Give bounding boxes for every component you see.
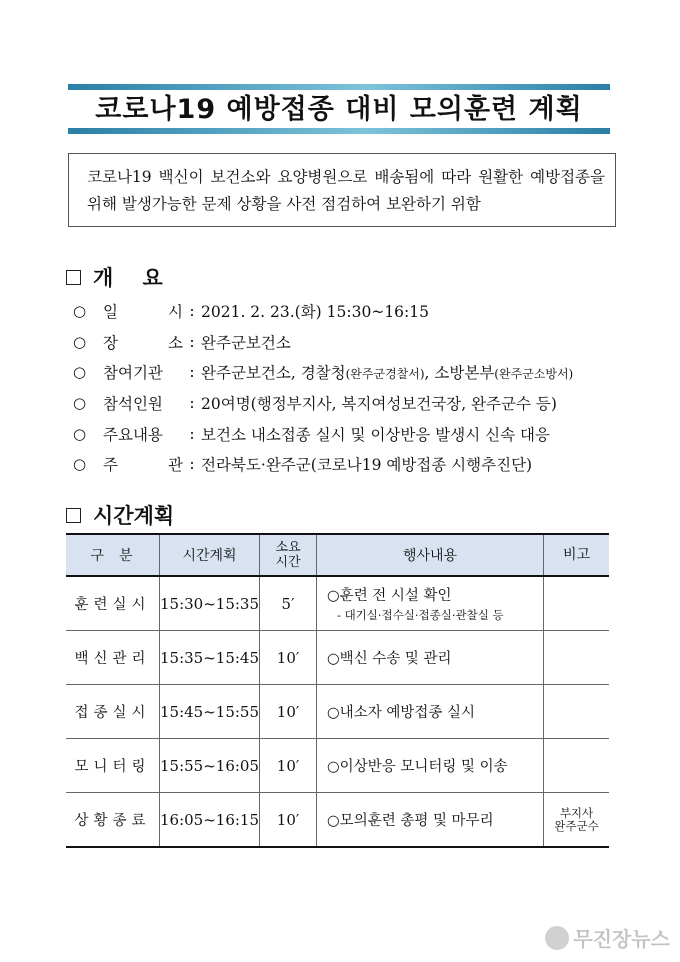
item-value: 전라북도·완주군(코로나19 예방접종 시행추진단) [201,456,533,475]
item-value: 보건소 내소접종 실시 및 이상반응 발생시 신속 대응 [201,425,550,444]
list-item: ○ 장 소 : 완주군보건소 [73,327,633,358]
cell-duration: 10′ [260,685,317,739]
table-header-row [66,534,609,576]
cell-activity: ○훈련 전 시설 확인 - 대기실·접수실·접종실·관찰실 등 [317,576,544,631]
page-title: 코로나19 예방접종 대비 모의훈련 계획 [95,94,583,125]
overview-heading [66,262,163,292]
cell-time: 15:45~15:55 [160,685,260,739]
cell-activity: ○내소자 예방접종 실시 [317,685,544,739]
watermark [545,923,670,952]
schedule-heading [66,500,174,530]
cell-activity: ○이상반응 모니터링 및 이송 [317,739,544,793]
title-bar-top [68,84,610,90]
overview-heading-text: 개 요 [93,266,163,290]
header-activity: 행사내용 [317,534,544,576]
header-duration: 소요 시간 [260,534,317,576]
schedule-table [66,533,609,848]
item-value: 20여명(행정부지사, 복지여성보건국장, 완주군수 등) [201,395,557,414]
cell-duration: 10′ [260,739,317,793]
cell-division: 훈련실시 [66,576,160,631]
checkbox-square-icon [66,270,81,285]
logo-icon [545,926,569,950]
header-division: 구 분 [66,534,160,576]
item-value: 완주군보건소, 경찰청(완주군경찰서), 소방본부(완주군소방서) [201,364,574,383]
cell-note [544,739,610,793]
item-label: 참석인원 [103,395,163,414]
list-item: ○ 주요내용 : 보건소 내소접종 실시 및 이상반응 발생시 신속 대응 [73,418,633,449]
cell-time: 15:30~15:35 [160,576,260,631]
header-time: 시간계획 [160,534,260,576]
cell-note [544,576,610,631]
item-label: 참여기관 [103,364,163,383]
list-item: ○ 참석인원 : 20여명(행정부지사, 복지여성보건국장, 완주군수 등) [73,388,633,419]
table-row [66,576,609,631]
table-row [66,739,609,793]
list-item: ○ 일 시 : 2021. 2. 23.(화) 15:30~16:15 [73,296,633,327]
cell-duration: 5′ [260,576,317,631]
item-label: 주 관 [103,456,183,475]
item-label: 장 소 [103,333,183,352]
cell-duration: 10′ [260,793,317,848]
cell-division: 접종실시 [66,685,160,739]
item-label: 주요내용 [103,425,163,444]
overview-list [73,296,633,480]
cell-time: 16:05~16:15 [160,793,260,848]
circle-bullet-icon: ○ [73,424,87,443]
table-row [66,631,609,685]
header-note: 비고 [544,534,610,576]
circle-bullet-icon: ○ [73,455,87,474]
checkbox-square-icon [66,508,81,523]
circle-bullet-icon: ○ [73,332,87,351]
item-value: 2021. 2. 23.(화) 15:30~16:15 [201,303,429,322]
list-item: ○ 참여기관 : 완주군보건소, 경찰청(완주군경찰서), 소방본부(완주군소방서) [73,357,633,388]
cell-note [544,685,610,739]
cell-activity: ○모의훈련 총평 및 마무리 [317,793,544,848]
cell-duration: 10′ [260,631,317,685]
cell-note [544,631,610,685]
schedule-heading-text: 시간계획 [93,504,175,528]
item-label: 일 시 [103,303,183,322]
circle-bullet-icon: ○ [73,394,87,413]
title-banner [68,84,610,134]
cell-division: 백신관리 [66,631,160,685]
title-bar-bottom [68,128,610,134]
cell-time: 15:55~16:05 [160,739,260,793]
circle-bullet-icon: ○ [73,302,87,321]
cell-note: 부지사 완주군수 [544,793,610,848]
cell-time: 15:35~15:45 [160,631,260,685]
circle-bullet-icon: ○ [73,363,87,382]
purpose-box: 코로나19 백신이 보건소와 요양병원으로 배송됨에 따라 원활한 예방접종을 위해 발생가능한 문제 상황을 사전 점검하여 보완하기 위함 [68,153,616,227]
cell-division: 상황종료 [66,793,160,848]
cell-activity: ○백신 수송 및 관리 [317,631,544,685]
cell-division: 모니터링 [66,739,160,793]
table-row [66,685,609,739]
list-item: ○ 주 관 : 전라북도·완주군(코로나19 예방접종 시행추진단) [73,449,633,480]
item-value: 완주군보건소 [201,333,291,352]
watermark-text: 무진장뉴스 [573,927,670,951]
table-row [66,793,609,848]
